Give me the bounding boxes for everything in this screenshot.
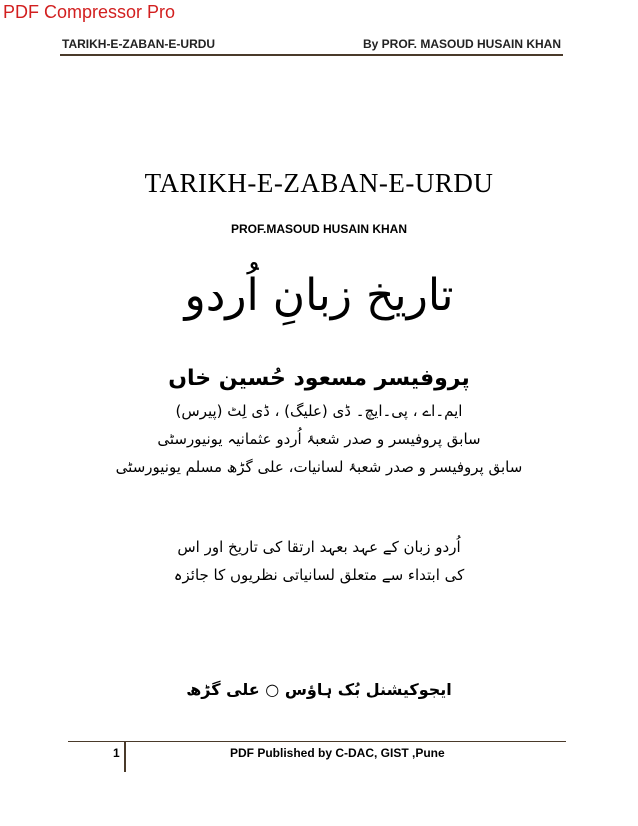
header-author: By PROF. MASOUD HUSAIN KHAN: [362, 37, 561, 51]
watermark-text: PDF Compressor Pro: [3, 2, 176, 22]
footer-publisher: PDF Published by C-DAC, GIST ,Pune: [230, 746, 445, 760]
urdu-description-1: اُردو زبان کے عہد بعہد ارتقا کی تاریخ اور اس: [177, 538, 461, 556]
page-header: [60, 34, 563, 56]
footer-vertical-divider: [124, 742, 126, 772]
urdu-degrees: ایم۔اے ، پی۔ایچ۔ ڈی (علیگ) ، ڈی لِٹ (پیرس): [175, 402, 463, 420]
header-title: TARIKH-E-ZABAN-E-URDU: [62, 37, 216, 51]
urdu-publisher: ایجوکیشنل بُک ہاؤس ○ علی گڑھ: [186, 680, 452, 699]
author-name: PROF.MASOUD HUSAIN KHAN: [230, 222, 407, 236]
urdu-description-2: کی ابتداء سے متعلق لسانیاتی نظریوں کا جائزہ: [173, 566, 465, 584]
footer-divider: [68, 741, 566, 742]
page-number: 1: [113, 746, 120, 760]
urdu-title: تاریخ زبانِ اُردو: [184, 270, 454, 321]
urdu-author: پروفیسر مسعود حُسین خاں: [168, 366, 470, 391]
document-title: TARIKH-E-ZABAN-E-URDU: [144, 168, 494, 198]
urdu-position-1: سابق پروفیسر و صدر شعبۂ اُردو عثمانیہ یونیورسٹی: [157, 430, 481, 448]
urdu-position-2: سابق پروفیسر و صدر شعبۂ لسانیات، علی گڑھ مسلم یونیورسٹی: [115, 458, 523, 476]
